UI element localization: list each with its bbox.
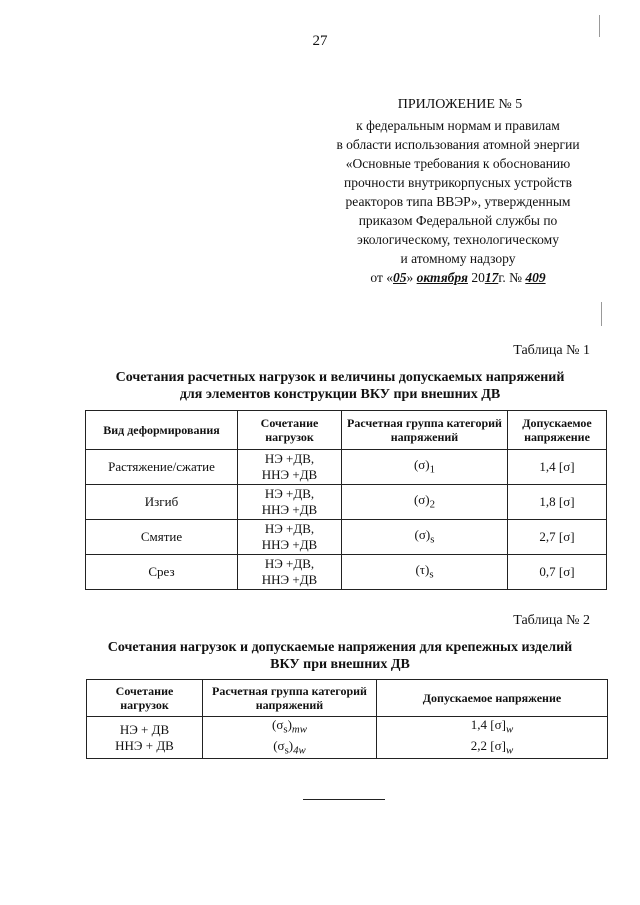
stress-group: (σ xyxy=(272,717,284,732)
load-combo-cell xyxy=(238,485,342,520)
year-prefix: 20 xyxy=(467,270,485,285)
date-prefix: от « xyxy=(370,270,393,285)
load-combo-cell xyxy=(238,520,342,555)
allowable-sub: w xyxy=(505,723,514,736)
allowable-cell: 1,8 [σ] xyxy=(508,485,607,520)
combo-line: НЭ +ДВ, xyxy=(264,556,315,571)
combo-line: НЭ +ДВ, xyxy=(264,451,315,466)
combo-line: НЭ + ДВ xyxy=(119,721,170,737)
combo-line: НЭ +ДВ, xyxy=(264,521,315,536)
stress-group-cell xyxy=(342,555,508,590)
deformation-cell: Растяжение/сжатие xyxy=(86,450,238,485)
table1-label: Таблица № 1 xyxy=(513,343,590,358)
allowable-line xyxy=(381,717,603,738)
allowable-cell: 0,7 [σ] xyxy=(508,555,607,590)
appendix-line: прочности внутрикорпусных устройств xyxy=(344,175,572,190)
stress-group: (σ) xyxy=(413,456,430,472)
table1-title-line: для элементов конструкции ВКУ при внешних ДВ xyxy=(179,387,501,402)
stress-group: (σ) xyxy=(413,491,430,507)
stress-group-sub: s xyxy=(283,723,288,736)
footnote-separator xyxy=(303,799,385,800)
column-header: Допускаемое напряжение xyxy=(508,411,607,450)
combo-line: ННЭ +ДВ xyxy=(261,502,318,517)
stress-group-line xyxy=(207,717,372,738)
deformation-cell: Срез xyxy=(86,555,238,590)
stress-group-sub: mw xyxy=(291,723,307,736)
combo-line: ННЭ + ДВ xyxy=(115,737,174,753)
table1-title xyxy=(60,369,620,403)
table2-label: Таблица № 2 xyxy=(513,613,590,628)
allowable-line xyxy=(381,738,603,759)
appendix-line: к федеральным нормам и правилам xyxy=(356,118,560,133)
load-combo-cell xyxy=(238,450,342,485)
column-header: Расчетная группа категорий напряжений xyxy=(203,680,377,717)
allowable-value: 1,4 [σ] xyxy=(470,717,506,732)
table-header-row xyxy=(87,680,608,717)
allowable-cell: 2,7 [σ] xyxy=(508,520,607,555)
table2-title-line: Сочетания нагрузок и допускаемые напряжения для крепежных изделий xyxy=(107,640,573,655)
combo-line: ННЭ +ДВ xyxy=(261,467,318,482)
date-mid: » xyxy=(406,270,417,285)
column-header: Сочетание нагрузок xyxy=(238,411,342,450)
scan-edge-mark xyxy=(599,15,600,37)
stress-group-sub: 2 xyxy=(429,498,436,511)
table2 xyxy=(86,679,608,759)
stress-group-sub: s xyxy=(430,533,435,546)
handwritten-order-number: 409 xyxy=(525,270,546,285)
stress-group-cell xyxy=(203,717,377,759)
stress-group-sub: s xyxy=(284,744,289,757)
stress-group-cell xyxy=(342,520,508,555)
table-row xyxy=(86,485,607,520)
page-number: 27 xyxy=(312,33,328,49)
appendix-line: экологическому, технологическому xyxy=(357,232,559,247)
stress-group-cell xyxy=(342,450,508,485)
stress-group-tail: ) xyxy=(287,717,292,732)
table-header-row xyxy=(86,411,607,450)
allowable-cell: 1,4 [σ] xyxy=(508,450,607,485)
order-date-line xyxy=(318,268,598,287)
combo-line: НЭ +ДВ, xyxy=(264,486,315,501)
table1-title-line: Сочетания расчетных нагрузок и величины допускаемых напряжений xyxy=(115,370,565,385)
allowable-value: 2,2 [σ] xyxy=(470,737,506,753)
stress-group: (σ) xyxy=(414,526,431,542)
stress-group-line xyxy=(207,738,372,759)
appendix-line: «Основные требования к обоснованию xyxy=(345,156,571,171)
deformation-cell: Смятие xyxy=(86,520,238,555)
table-row xyxy=(86,555,607,590)
stress-group: (τ) xyxy=(415,561,430,577)
deformation-cell: Изгиб xyxy=(86,485,238,520)
column-header: Вид деформирования xyxy=(86,411,238,450)
allowable-cell xyxy=(377,717,608,759)
column-header: Расчетная группа категорий напряжений xyxy=(342,411,508,450)
appendix-line: реакторов типа ВВЭР», утвержденным xyxy=(345,194,571,209)
combo-line: ННЭ +ДВ xyxy=(261,537,318,552)
handwritten-day: 05 xyxy=(393,270,407,285)
order-prefix: г. № xyxy=(498,270,526,285)
column-header: Сочетание нагрузок xyxy=(87,680,203,717)
stress-group-sub: 1 xyxy=(429,463,436,476)
allowable-sub: w xyxy=(505,744,514,757)
table1 xyxy=(85,410,607,590)
stress-group-sub: 4w xyxy=(293,744,306,757)
stress-group-cell xyxy=(342,485,508,520)
stress-group: (σ xyxy=(273,737,285,753)
table-row xyxy=(86,520,607,555)
appendix-title: ПРИЛОЖЕНИЕ № 5 xyxy=(397,97,523,112)
table-row xyxy=(86,450,607,485)
load-combo-cell xyxy=(87,717,203,759)
table-row xyxy=(87,717,608,759)
handwritten-month: октября xyxy=(416,270,468,285)
appendix-line: и атомному надзору xyxy=(400,251,516,266)
appendix-line: приказом Федеральной службы по xyxy=(358,213,558,228)
stress-group-tail: ) xyxy=(288,737,294,753)
column-header: Допускаемое напряжение xyxy=(377,680,608,717)
appendix-line: в области использования атомной энергии xyxy=(336,137,580,152)
load-combo-cell xyxy=(238,555,342,590)
scan-edge-mark xyxy=(601,302,602,326)
combo-line: ННЭ +ДВ xyxy=(261,572,318,587)
table2-title xyxy=(60,639,620,673)
handwritten-year: 17 xyxy=(484,270,499,285)
stress-group-sub: s xyxy=(429,568,434,581)
appendix-block xyxy=(318,116,598,287)
table2-title-line: ВКУ при внешних ДВ xyxy=(270,657,410,672)
